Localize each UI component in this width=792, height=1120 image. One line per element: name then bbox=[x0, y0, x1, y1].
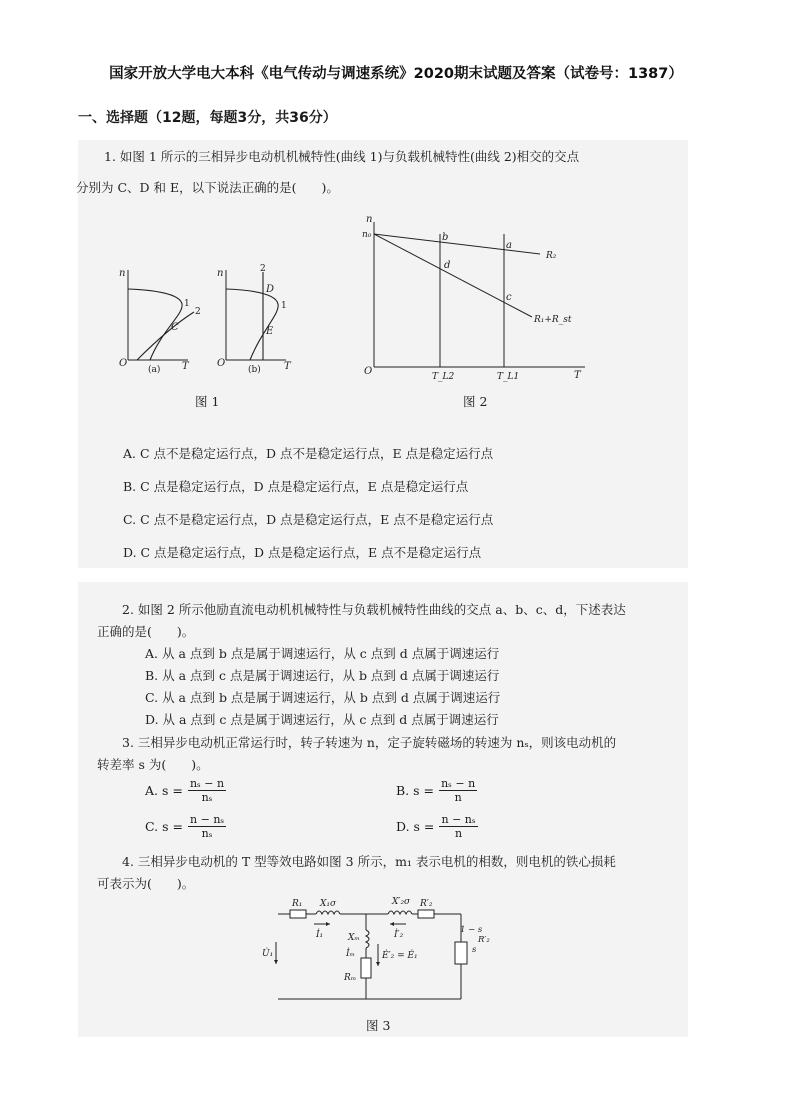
i2-label: İ′₂ bbox=[394, 930, 404, 940]
fig2-t-label: T bbox=[574, 370, 581, 381]
figure-3-circuit bbox=[256, 892, 496, 1008]
fig1b-origin-label: O bbox=[217, 358, 226, 369]
question-3-text-line2: 转差率 s 为( )。 bbox=[97, 757, 209, 772]
xm-inductor bbox=[366, 930, 369, 948]
fig1a-sublabel: (a) bbox=[148, 365, 161, 375]
r2-label: R′₂ bbox=[420, 899, 433, 909]
i2-arrowhead bbox=[390, 922, 394, 926]
question-4-text-line2: 可表示为( )。 bbox=[97, 876, 195, 891]
option-c-numerator: n − nₛ bbox=[190, 813, 225, 826]
fig1b-point-d-label: D bbox=[266, 284, 275, 295]
fig1a-origin-label: O bbox=[119, 358, 128, 369]
section-heading: 一、选择题（12题，每题3分，共36分） bbox=[78, 110, 337, 126]
option-c-prefix: C. s = bbox=[145, 819, 183, 834]
r1-resistor bbox=[290, 910, 306, 918]
question-1-text-line2: 分别为 C、D 和 E，以下说法正确的是( )。 bbox=[76, 180, 339, 195]
fig1a-point-c-label: C bbox=[171, 322, 179, 333]
option-b-prefix: B. s = bbox=[396, 783, 434, 798]
question-3-option-b[interactable] bbox=[396, 777, 477, 804]
fig1b-point-e-label: E bbox=[266, 326, 274, 337]
fig2-line-r2 bbox=[374, 234, 540, 254]
question-3-option-c[interactable] bbox=[145, 813, 226, 840]
rm-label: Rₘ bbox=[344, 973, 357, 983]
option-d-prefix: D. s = bbox=[396, 819, 435, 834]
xm-label: Xₘ bbox=[348, 933, 360, 943]
question-3-option-d[interactable] bbox=[396, 813, 478, 840]
question-2-option-d[interactable]: D. 从 a 点到 c 点是属于调速运行，从 c 点到 d 点属于调速运行 bbox=[145, 712, 499, 727]
question-3-option-a[interactable] bbox=[145, 777, 226, 804]
option-b-denominator: n bbox=[454, 791, 462, 804]
fig2-n-label: n bbox=[366, 214, 373, 225]
u1-label: U̇₁ bbox=[262, 949, 274, 959]
option-d-denominator: n bbox=[454, 827, 463, 840]
question-2-text-line1: 2. 如图 2 所示他励直流电动机机械特性与负载机械特性曲线的交点 a、b、c、d，下述表达 bbox=[122, 602, 626, 617]
option-a-numerator: nₛ − n bbox=[189, 777, 225, 790]
r1-label: R₁ bbox=[292, 899, 303, 909]
fig1a-curve-1-label: 1 bbox=[184, 299, 190, 309]
question-2-option-c[interactable]: C. 从 a 点到 b 点是属于调速运行，从 b 点到 d 点属于调速运行 bbox=[145, 690, 501, 705]
fig2-point-a-label: a bbox=[506, 240, 512, 251]
option-a-prefix: A. s = bbox=[145, 783, 183, 798]
question-2-option-a[interactable]: A. 从 a 点到 b 点是属于调速运行，从 c 点到 d 点属于调速运行 bbox=[145, 646, 500, 661]
fig2-tl1-label: T_L1 bbox=[497, 372, 520, 382]
fig1b-t-label: T bbox=[284, 361, 291, 372]
fig1a-curve-2 bbox=[137, 312, 194, 360]
option-b-numerator: nₛ − n bbox=[441, 777, 476, 790]
load-top-label: 1 − s bbox=[460, 925, 483, 935]
question-1-option-d[interactable]: D. C 点是稳定运行点，D 点是稳定运行点，E 点不是稳定运行点 bbox=[123, 545, 482, 560]
fig1a-n-label: n bbox=[119, 268, 126, 279]
x1-label: X₁σ bbox=[320, 899, 337, 909]
fig1b-n-label: n bbox=[217, 268, 224, 279]
option-d-numerator: n − nₛ bbox=[441, 813, 476, 826]
question-4-text-line1: 4. 三相异步电动机的 T 型等效电路如图 3 所示，m₁ 表示电机的相数，则电机的铁心损耗 bbox=[122, 854, 616, 869]
x2-inductor bbox=[388, 911, 412, 914]
option-c-fraction bbox=[188, 813, 226, 840]
figure-1-caption: 图 1 bbox=[195, 394, 220, 409]
fig1a-curve-2-label: 2 bbox=[195, 307, 201, 317]
load-bottom-label: s bbox=[472, 945, 477, 955]
figure-1 bbox=[110, 262, 310, 380]
i1-arrowhead bbox=[326, 922, 330, 926]
fig2-origin-label: O bbox=[364, 366, 373, 377]
rm-resistor bbox=[361, 958, 371, 978]
question-1-option-c[interactable]: C. C 点不是稳定运行点，D 点是稳定运行点，E 点不是稳定运行点 bbox=[123, 512, 494, 527]
fig2-r2-label: R₂ bbox=[546, 251, 557, 261]
fig1b-curve-1-label: 1 bbox=[281, 301, 287, 311]
fig1b-curve-1 bbox=[226, 289, 278, 360]
fig1b-curve-2-label: 2 bbox=[260, 264, 266, 274]
option-c-denominator: nₛ bbox=[201, 827, 213, 840]
page-title: 国家开放大学电大本科《电气传动与调速系统》2020期末试题及答案（试卷号：1387） bbox=[109, 66, 683, 82]
r2-resistor bbox=[418, 910, 434, 918]
x2-label: X′₂σ bbox=[392, 897, 411, 907]
im-label: İₘ bbox=[346, 949, 356, 959]
load-r-label: R′₂ bbox=[478, 935, 490, 945]
question-3-text-line1: 3. 三相异步电动机正常运行时，转子转速为 n，定子旋转磁场的转速为 nₛ，则该电动机的 bbox=[122, 735, 617, 750]
e-label: Ė′₂ = Ė₁ bbox=[382, 951, 418, 961]
figure-2 bbox=[360, 212, 590, 384]
fig2-n0-label: n₀ bbox=[362, 230, 372, 240]
question-1-text-line1: 1. 如图 1 所示的三相异步电动机机械特性(曲线 1)与负载机械特性(曲线 2)相交的交点 bbox=[104, 149, 580, 164]
load-resistor bbox=[455, 942, 467, 964]
fig2-point-b-label: b bbox=[442, 232, 449, 243]
x1-inductor bbox=[316, 911, 340, 914]
question-1-option-a[interactable]: A. C 点不是稳定运行点，D 点不是稳定运行点，E 点是稳定运行点 bbox=[123, 446, 494, 461]
fig2-point-d-label: d bbox=[444, 260, 451, 271]
option-a-denominator: nₛ bbox=[201, 791, 213, 804]
question-1-option-b[interactable]: B. C 点是稳定运行点，D 点是稳定运行点，E 点是稳定运行点 bbox=[123, 479, 469, 494]
figure-2-caption: 图 2 bbox=[463, 394, 488, 409]
question-2-option-b[interactable]: B. 从 a 点到 c 点是属于调速运行，从 b 点到 d 点属于调速运行 bbox=[145, 668, 500, 683]
u1-arrowhead bbox=[274, 960, 278, 964]
question-2-text-line2: 正确的是( )。 bbox=[97, 624, 195, 639]
i1-label: İ₁ bbox=[316, 930, 324, 940]
fig1a-t-label: T bbox=[182, 361, 189, 372]
e-arrowhead bbox=[376, 962, 380, 966]
fig2-tl2-label: T_L2 bbox=[432, 372, 455, 382]
option-b-fraction bbox=[439, 777, 477, 804]
option-d-fraction bbox=[439, 813, 477, 840]
figure-3-caption: 图 3 bbox=[366, 1018, 391, 1033]
option-a-fraction bbox=[188, 777, 226, 804]
fig2-r1rst-label: R₁+R_st bbox=[534, 315, 572, 325]
fig2-point-c-label: c bbox=[506, 292, 512, 303]
fig1b-sublabel: (b) bbox=[248, 365, 261, 375]
